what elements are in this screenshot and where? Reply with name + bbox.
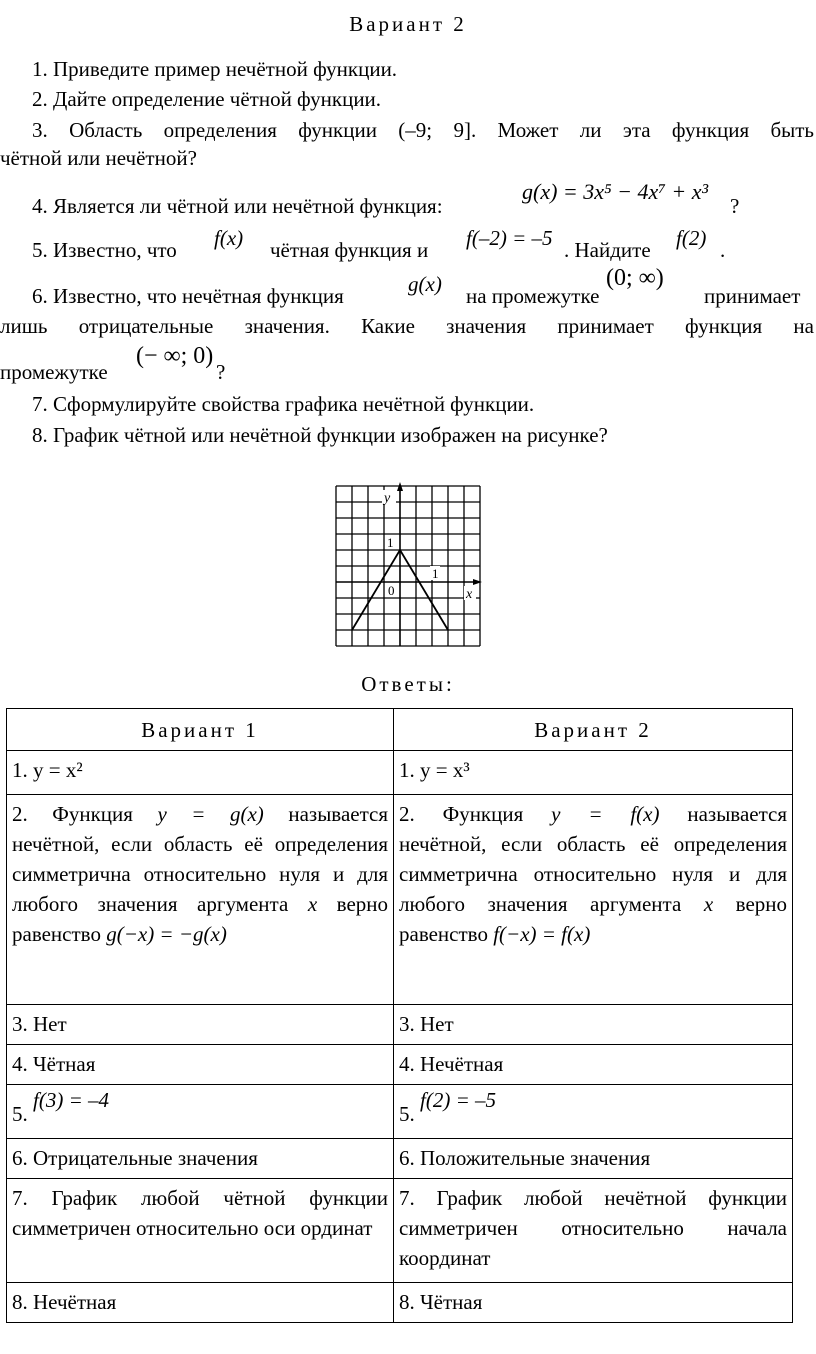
table-row (7, 795, 793, 1005)
x-axis-label: x (466, 587, 473, 602)
answer-8-variant-1: 8. Нечётная (7, 1283, 394, 1323)
question-7: 7. Сформулируйте свойства графика нечётной функции. (32, 392, 535, 416)
question-5-end: . (720, 238, 726, 262)
answer-2-v2-b: называется (687, 802, 788, 826)
table-row (7, 1179, 793, 1283)
answer-2-v2-e: равенство (399, 922, 488, 946)
variant-title: Вариант 2 (349, 12, 467, 36)
y-unit-label: 1 (387, 535, 394, 550)
question-4-end: ? (730, 194, 740, 218)
question-5-text-c: . Найдите (564, 238, 651, 262)
answer-2-v1-function: y = g(x) (157, 802, 264, 826)
x-unit-label: 1 (432, 566, 439, 581)
answer-4-variant-1: 4. Чётная (7, 1045, 394, 1085)
question-5-text-a: 5. Известно, что (32, 238, 177, 262)
answer-2-v1-d: верно (336, 892, 389, 916)
question-6-text-d: промежутке (0, 360, 108, 384)
question-6-text-c: принимает (704, 284, 801, 308)
answer-2-v1-body: нечётной, если область её определения симметрична относительно нуля и для любого значения аргумента x верно (12, 832, 389, 916)
table-row (7, 751, 793, 795)
table-header-row (7, 709, 793, 751)
question-1: 1. Приведите пример нечётной функции. (32, 57, 398, 81)
question-4-formula: g(x) = 3x⁵ − 4x⁷ + x³ (522, 179, 709, 204)
answer-2-v2-d: верно (735, 892, 788, 916)
answer-2-v2-equation: f(−x) = f(x) (493, 922, 591, 946)
answer-5-v1-formula: f(3) = –4 (33, 1088, 109, 1112)
answer-2-v1-b: называется (288, 802, 389, 826)
y-axis-label: y (384, 491, 391, 506)
question-6-interval-1: (0; ∞) (606, 265, 664, 291)
question-6-text-b: на промежутке (466, 284, 600, 308)
answer-6-variant-2: 6. Положительные значения (394, 1139, 793, 1179)
question-6-gx: g(x) (408, 272, 442, 296)
question-6-end: ? (216, 360, 226, 384)
answer-2-v1-equation: g(−x) = −g(x) (106, 922, 227, 946)
origin-label: 0 (388, 583, 395, 598)
table-row (7, 1045, 793, 1085)
answer-2-v1-x: x (307, 892, 318, 916)
question-3-line1: 3. Область определения функции (–9; 9]. Может ли эта функция быть (32, 118, 814, 142)
question-2: 2. Дайте определение чётной функции. (32, 87, 382, 111)
table-row (7, 1005, 793, 1045)
question-8: 8. График чётной или нечётной функции изображен на рисунке? (32, 423, 608, 447)
answer-2-v2-x: x (703, 892, 714, 916)
question-5-fx: f(x) (214, 226, 244, 250)
answer-6-variant-1: 6. Отрицательные значения (7, 1139, 394, 1179)
question-5-text-b: чётная функция и (270, 238, 429, 262)
answer-2-v1-a: 2. Функция (12, 802, 133, 826)
answer-1-variant-2: 1. y = x³ (394, 751, 793, 795)
answers-table (6, 708, 793, 1323)
answer-2-v2-body: нечётной, если область её определения симметрична относительно нуля и для любого значения аргумента x верно (399, 832, 788, 916)
answer-4-variant-2: 4. Нечётная (394, 1045, 793, 1085)
header-variant-2: Вариант 2 (394, 709, 793, 751)
table-row (7, 1283, 793, 1323)
answer-3-variant-1: 3. Нет (7, 1005, 394, 1045)
answer-8-variant-2: 8. Чётная (394, 1283, 793, 1323)
question-5-find: f(2) (676, 226, 707, 250)
answers-title: Ответы: (361, 672, 455, 696)
answer-2-v2-function: y = f(x) (551, 802, 660, 826)
header-variant-1: Вариант 1 (7, 709, 394, 751)
answer-7-variant-1: 7. График любой чётной функции симметричен относительно оси ординат (7, 1179, 394, 1283)
answer-2-v2-a: 2. Функция (399, 802, 524, 826)
answer-2-v1-e: равенство (12, 922, 101, 946)
table-row (7, 1139, 793, 1179)
question-3-line2: чётной или нечётной? (0, 146, 197, 170)
answer-3-variant-2: 3. Нет (394, 1005, 793, 1045)
answer-2-variant-1 (7, 795, 394, 1005)
function-graph-figure (330, 480, 490, 652)
answer-7-variant-2: 7. График любой нечётной функции симметричен относительно начала координат (394, 1179, 793, 1283)
question-6-text-a: 6. Известно, что нечётная функция (32, 284, 344, 308)
question-6-interval-2: (− ∞; 0) (136, 343, 214, 369)
answer-1-variant-1: 1. y = x² (7, 751, 394, 795)
answer-5-variant-1: 5. f(3) = –4 (7, 1085, 394, 1139)
answer-5-v2-formula: f(2) = –5 (420, 1088, 496, 1112)
question-4: 4. Является ли чётной или нечётной функция: (32, 194, 443, 218)
question-5-condition: f(–2) = –5 (466, 226, 553, 250)
table-row (7, 1085, 793, 1139)
question-6-line2: лишь отрицательные значения. Какие значения принимает функция на (0, 314, 814, 338)
answer-5-variant-2: 5. f(2) = –5 (394, 1085, 793, 1139)
answer-2-variant-2 (394, 795, 793, 1005)
